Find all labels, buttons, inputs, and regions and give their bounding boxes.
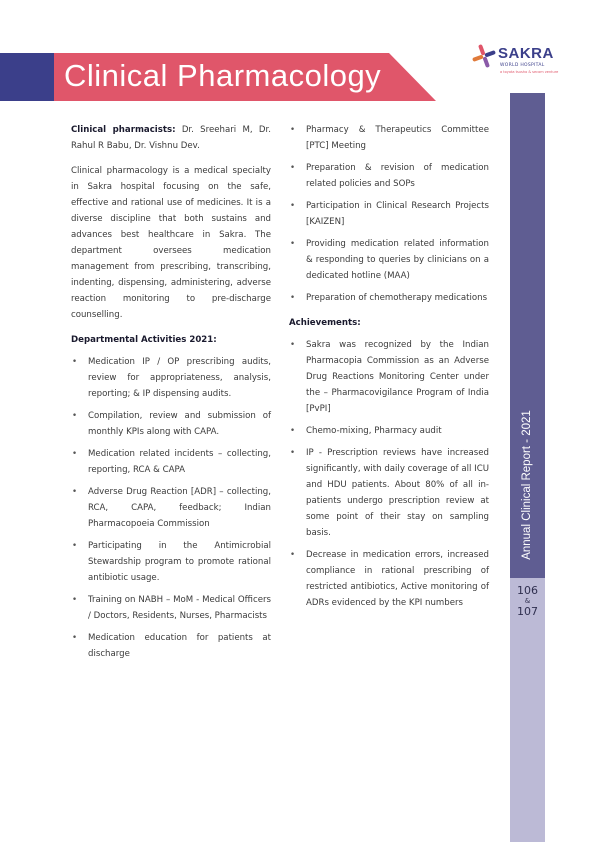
sakra-logo — [470, 40, 559, 80]
list-item: • Chemo-mixing, Pharmacy audit — [289, 423, 489, 439]
logo-tagline: a toyota tsusho & secom venture — [500, 70, 559, 74]
title-bar-accent — [0, 53, 54, 101]
list-item: • Participation in Clinical Research Projects [KAIZEN] — [289, 198, 489, 230]
column-right — [289, 122, 489, 617]
list-item: • Providing medication related information & responding to queries by clinicians on a dedicated hotline (MAA) — [289, 236, 489, 284]
achievements-list — [289, 337, 489, 611]
list-item: • Preparation & revision of medication related policies and SOPs — [289, 160, 489, 192]
list-item: • Pharmacy & Therapeutics Committee [PTC] Meeting — [289, 122, 489, 154]
pharmacists-paragraph — [71, 122, 271, 154]
list-item: • Participating in the Antimicrobial Stewardship program to promote rational antibiotic usage. — [71, 538, 271, 586]
list-item: • Decrease in medication errors, increased compliance in rational prescribing of restricted antibiotics, Active monitoring of ADRs evidenced by the KPI numbers — [289, 547, 489, 611]
page-number-separator: & — [524, 597, 531, 605]
list-item: • Medication IP / OP prescribing audits, review for appropriateness, analysis, reporting; & IP dispensing audits. — [71, 354, 271, 402]
list-item: • Sakra was recognized by the Indian Pharmacopia Commission as an Adverse Drug Reactions Monitoring Center under the – Pharmacovigilance Program of India [PvPI] — [289, 337, 489, 417]
list-item: • Adverse Drug Reaction [ADR] – collecting, RCA, CAPA, feedback; Indian Pharmacopoeia Commission — [71, 484, 271, 532]
column-left — [71, 122, 271, 668]
activities-heading: Departmental Activities 2021: — [71, 335, 217, 345]
pharmacists-names: Dr. Sreehari M, Dr. Rahul R Babu, Dr. Vishnu Dev. — [71, 125, 271, 151]
page-number-right: 107 — [517, 605, 538, 618]
logo-wordmark: SAKRA — [498, 45, 554, 62]
pharmacists-label: Clinical pharmacists: — [71, 125, 176, 135]
report-title: Annual Clinical Report - 2021 — [521, 410, 533, 560]
page-title: Clinical Pharmacology — [64, 58, 382, 93]
list-item: • Compilation, review and submission of monthly KPIs along with CAPA. — [71, 408, 271, 440]
list-item: • Medication education for patients at discharge — [71, 630, 271, 662]
list-item: • Medication related incidents – collecting, reporting, RCA & CAPA — [71, 446, 271, 478]
activities-list-continued — [289, 122, 489, 306]
page-number-left: 106 — [517, 584, 538, 597]
activities-list — [71, 354, 271, 662]
description-paragraph: Clinical pharmacology is a medical specialty in Sakra hospital focusing on the safe, effective and rational use of medicines. It is a diverse discipline that both sustains and advances best healthcare in Sakra. The department oversees medication management from prescribing, transcribing, indenting, dispensing, administering, adverse reaction monitoring to pre-discharge counselling. — [71, 166, 271, 320]
list-item: • Preparation of chemotherapy medications — [289, 290, 489, 306]
page-numbers — [510, 585, 545, 618]
list-item: • IP - Prescription reviews have increased significantly, with daily coverage of all ICU and HDU patients. About 80% of all in-patients undergo prescription review at some point of their stay on sampling basis. — [289, 445, 489, 541]
sakra-logo-icon — [470, 42, 498, 70]
logo-subtitle: WORLD HOSPITAL — [500, 63, 545, 68]
list-item: • Training on NABH – MoM - Medical Officers / Doctors, Residents, Nurses, Pharmacists — [71, 592, 271, 624]
achievements-heading: Achievements: — [289, 318, 361, 328]
